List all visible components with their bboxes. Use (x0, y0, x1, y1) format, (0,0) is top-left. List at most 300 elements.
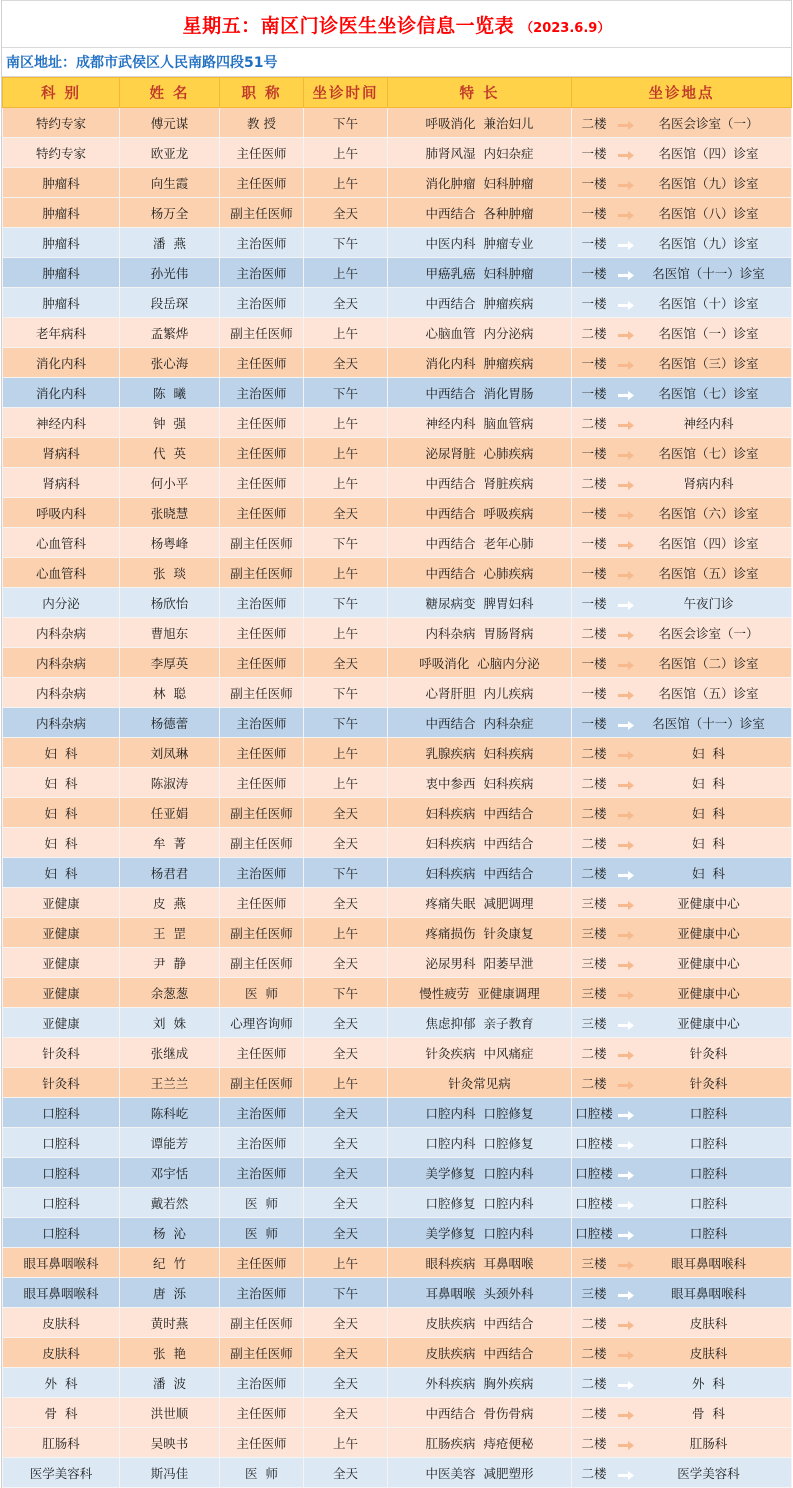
doctor-title-cell: 主治医师 (220, 858, 304, 888)
floor-label: 一楼 (581, 535, 607, 551)
table-row (3, 1398, 792, 1428)
doctor-title-cell: 主治医师 (220, 1098, 304, 1128)
arrow-right-icon (618, 268, 634, 277)
doctor-title-cell: 主治医师 (220, 288, 304, 318)
doctor-name-cell: 斯冯佳 (120, 1458, 220, 1488)
doctor-name-cell: 纪 竹 (120, 1248, 220, 1278)
table-row (3, 348, 792, 378)
clinic-time-cell: 上午 (304, 138, 388, 168)
department-cell: 针灸科 (3, 1068, 120, 1098)
doctor-name-cell: 李厚英 (120, 648, 220, 678)
location-cell (572, 408, 792, 438)
location-cell (572, 648, 792, 678)
schedule-sheet (1, 0, 792, 1488)
specialty-cell: 甲癌乳癌 妇科肿瘤 (388, 258, 572, 288)
clinic-time-cell: 全天 (304, 1158, 388, 1188)
specialty-cell: 口腔内科 口腔修复 (388, 1128, 572, 1158)
doctor-title-cell: 主任医师 (220, 468, 304, 498)
table-row (3, 168, 792, 198)
specialty-cell: 口腔内科 口腔修复 (388, 1098, 572, 1128)
arrow-right-icon (618, 1468, 634, 1477)
floor-label: 二楼 (581, 1435, 607, 1451)
clinic-time-cell: 下午 (304, 708, 388, 738)
clinic-time-cell: 上午 (304, 1068, 388, 1098)
doctor-title-cell: 主任医师 (220, 498, 304, 528)
location-cell (572, 288, 792, 318)
doctor-title-cell: 医 师 (220, 1458, 304, 1488)
doctor-title-cell: 副主任医师 (220, 678, 304, 708)
room-label: 名医馆（五）诊室 (658, 685, 759, 701)
doctor-name-cell: 唐 泺 (120, 1278, 220, 1308)
doctor-name-cell: 余葱葱 (120, 978, 220, 1008)
room-label: 名医会诊室（一） (658, 115, 759, 131)
department-cell: 肿瘤科 (3, 198, 120, 228)
location-cell (572, 1278, 792, 1308)
clinic-time-cell: 全天 (304, 1218, 388, 1248)
table-row (3, 198, 792, 228)
location-cell (572, 1248, 792, 1278)
floor-label: 二楼 (581, 475, 607, 491)
table-row (3, 468, 792, 498)
room-label: 名医馆（十一）诊室 (652, 265, 765, 281)
doctor-name-cell: 孙光伟 (120, 258, 220, 288)
table-row (3, 948, 792, 978)
floor-label: 一楼 (581, 565, 607, 581)
doctor-title-cell: 副主任医师 (220, 1068, 304, 1098)
arrow-right-icon (618, 1198, 634, 1207)
doctor-title-cell: 教 授 (220, 108, 304, 138)
specialty-cell: 呼吸消化 心脑内分泌 (388, 648, 572, 678)
doctor-name-cell: 谭能芳 (120, 1128, 220, 1158)
clinic-time-cell: 全天 (304, 1338, 388, 1368)
department-cell: 亚健康 (3, 978, 120, 1008)
floor-label: 一楼 (581, 595, 607, 611)
arrow-right-icon (618, 478, 634, 487)
room-label: 名医馆（十一）诊室 (652, 715, 765, 731)
floor-label: 二楼 (581, 835, 607, 851)
table-row (3, 1068, 792, 1098)
department-cell: 亚健康 (3, 948, 120, 978)
table-row (3, 1428, 792, 1458)
table-row (3, 108, 792, 138)
doctor-title-cell: 主任医师 (220, 1248, 304, 1278)
doctor-title-cell: 副主任医师 (220, 918, 304, 948)
floor-label: 二楼 (581, 1045, 607, 1061)
floor-label: 三楼 (581, 925, 607, 941)
location-cell (572, 1368, 792, 1398)
doctor-name-cell: 代 英 (120, 438, 220, 468)
department-cell: 肛肠科 (3, 1428, 120, 1458)
header-location: 坐诊地点 (572, 78, 792, 108)
department-cell: 口腔科 (3, 1158, 120, 1188)
floor-label: 一楼 (581, 235, 607, 251)
doctor-title-cell: 副主任医师 (220, 528, 304, 558)
table-row (3, 1278, 792, 1308)
department-cell: 呼吸内科 (3, 498, 120, 528)
clinic-time-cell: 下午 (304, 528, 388, 558)
room-label: 亚健康中心 (677, 895, 740, 911)
arrow-right-icon (618, 1408, 634, 1417)
doctor-title-cell: 主任医师 (220, 738, 304, 768)
doctor-name-cell: 刘 姝 (120, 1008, 220, 1038)
arrow-right-icon (618, 508, 634, 517)
specialty-cell: 中西结合 肿瘤疾病 (388, 288, 572, 318)
clinic-time-cell: 上午 (304, 618, 388, 648)
doctor-name-cell: 尹 静 (120, 948, 220, 978)
room-label: 口腔科 (689, 1165, 728, 1181)
department-cell: 妇 科 (3, 858, 120, 888)
specialty-cell: 眼科疾病 耳鼻咽喉 (388, 1248, 572, 1278)
specialty-cell: 内科杂病 胃肠肾病 (388, 618, 572, 648)
doctor-name-cell: 任亚娟 (120, 798, 220, 828)
department-cell: 眼耳鼻咽喉科 (3, 1248, 120, 1278)
specialty-cell: 泌尿男科 阳萎早泄 (388, 948, 572, 978)
location-cell (572, 708, 792, 738)
clinic-time-cell: 全天 (304, 198, 388, 228)
doctor-name-cell: 傅元谋 (120, 108, 220, 138)
department-cell: 妇 科 (3, 768, 120, 798)
clinic-time-cell: 全天 (304, 1098, 388, 1128)
location-cell (572, 1428, 792, 1458)
floor-label: 二楼 (581, 865, 607, 881)
specialty-cell: 中西结合 各种肿瘤 (388, 198, 572, 228)
specialty-cell: 心脑血管 内分泌病 (388, 318, 572, 348)
doctor-name-cell: 向生霞 (120, 168, 220, 198)
floor-label: 一楼 (581, 385, 607, 401)
room-label: 眼耳鼻咽喉科 (670, 1255, 746, 1271)
arrow-right-icon (618, 808, 634, 817)
arrow-right-icon (618, 448, 634, 457)
clinic-time-cell: 全天 (304, 1038, 388, 1068)
specialty-cell: 妇科疾病 中西结合 (388, 798, 572, 828)
arrow-right-icon (618, 1138, 634, 1147)
address-bar (2, 48, 791, 77)
doctor-name-cell: 欧亚龙 (120, 138, 220, 168)
table-row (3, 378, 792, 408)
clinic-time-cell: 全天 (304, 1188, 388, 1218)
department-cell: 心血管科 (3, 558, 120, 588)
location-cell (572, 258, 792, 288)
clinic-time-cell: 上午 (304, 258, 388, 288)
doctor-name-cell: 张心海 (120, 348, 220, 378)
table-row (3, 228, 792, 258)
specialty-cell: 呼吸消化 兼治妇儿 (388, 108, 572, 138)
department-cell: 妇 科 (3, 828, 120, 858)
department-cell: 消化内科 (3, 348, 120, 378)
arrow-right-icon (618, 1378, 634, 1387)
arrow-right-icon (618, 598, 634, 607)
location-cell (572, 588, 792, 618)
room-label: 名医馆（十）诊室 (658, 295, 759, 311)
location-cell (572, 1098, 792, 1128)
arrow-right-icon (618, 148, 634, 157)
clinic-time-cell: 下午 (304, 978, 388, 1008)
clinic-time-cell: 全天 (304, 1458, 388, 1488)
floor-label: 一楼 (581, 145, 607, 161)
floor-label: 二楼 (581, 325, 607, 341)
table-header-row (3, 78, 792, 108)
header-time: 坐诊时间 (304, 78, 388, 108)
table-row (3, 408, 792, 438)
department-cell: 肿瘤科 (3, 168, 120, 198)
arrow-right-icon (618, 1438, 634, 1447)
department-cell: 消化内科 (3, 378, 120, 408)
arrow-right-icon (618, 898, 634, 907)
location-cell (572, 558, 792, 588)
floor-label: 一楼 (581, 355, 607, 371)
doctor-title-cell: 主治医师 (220, 708, 304, 738)
room-label: 口腔科 (689, 1195, 728, 1211)
doctor-title-cell: 主任医师 (220, 1038, 304, 1068)
department-cell: 针灸科 (3, 1038, 120, 1068)
arrow-right-icon (618, 928, 634, 937)
floor-label: 口腔楼 (575, 1225, 613, 1241)
doctor-title-cell: 主治医师 (220, 1278, 304, 1308)
arrow-right-icon (618, 1168, 634, 1177)
doctor-title-cell: 副主任医师 (220, 198, 304, 228)
table-row (3, 318, 792, 348)
arrow-right-icon (618, 1078, 634, 1087)
specialty-cell: 乳腺疾病 妇科疾病 (388, 738, 572, 768)
doctor-title-cell: 副主任医师 (220, 798, 304, 828)
floor-label: 口腔楼 (575, 1195, 613, 1211)
floor-label: 一楼 (581, 265, 607, 281)
table-row (3, 768, 792, 798)
location-cell (572, 618, 792, 648)
specialty-cell: 美学修复 口腔内科 (388, 1158, 572, 1188)
department-cell: 口腔科 (3, 1128, 120, 1158)
department-cell: 老年病科 (3, 318, 120, 348)
arrow-right-icon (618, 1018, 634, 1027)
table-row (3, 1158, 792, 1188)
doctor-name-cell: 王兰兰 (120, 1068, 220, 1098)
doctor-title-cell: 主任医师 (220, 648, 304, 678)
room-label: 名医馆（六）诊室 (658, 505, 759, 521)
room-label: 外 科 (692, 1375, 725, 1391)
arrow-right-icon (618, 118, 634, 127)
department-cell: 皮肤科 (3, 1308, 120, 1338)
arrow-right-icon (618, 178, 634, 187)
clinic-time-cell: 上午 (304, 168, 388, 198)
department-cell: 肿瘤科 (3, 288, 120, 318)
clinic-time-cell: 上午 (304, 318, 388, 348)
clinic-time-cell: 上午 (304, 408, 388, 438)
table-row (3, 618, 792, 648)
specialty-cell: 中医美容 减肥塑形 (388, 1458, 572, 1488)
department-cell: 骨 科 (3, 1398, 120, 1428)
location-cell (572, 978, 792, 1008)
clinic-time-cell: 全天 (304, 288, 388, 318)
specialty-cell: 皮肤疾病 中西结合 (388, 1308, 572, 1338)
arrow-right-icon (618, 1048, 634, 1057)
doctor-title-cell: 主任医师 (220, 138, 304, 168)
room-label: 皮肤科 (689, 1315, 728, 1331)
doctor-name-cell: 陈科屹 (120, 1098, 220, 1128)
doctor-title-cell: 医 师 (220, 978, 304, 1008)
floor-label: 二楼 (581, 1405, 607, 1421)
doctor-name-cell: 张 琰 (120, 558, 220, 588)
floor-label: 一楼 (581, 505, 607, 521)
doctor-title-cell: 副主任医师 (220, 828, 304, 858)
room-label: 名医馆（八）诊室 (658, 205, 759, 221)
floor-label: 二楼 (581, 625, 607, 641)
specialty-cell: 中西结合 呼吸疾病 (388, 498, 572, 528)
table-row (3, 678, 792, 708)
room-label: 名医馆（二）诊室 (658, 655, 759, 671)
specialty-cell: 妇科疾病 中西结合 (388, 828, 572, 858)
location-cell (572, 528, 792, 558)
arrow-right-icon (618, 958, 634, 967)
doctor-name-cell: 戴若然 (120, 1188, 220, 1218)
department-cell: 亚健康 (3, 918, 120, 948)
clinic-time-cell: 全天 (304, 498, 388, 528)
header-specialty: 特 长 (388, 78, 572, 108)
table-row (3, 858, 792, 888)
specialty-cell: 神经内科 脑血管病 (388, 408, 572, 438)
department-cell: 特约专家 (3, 108, 120, 138)
clinic-time-cell: 上午 (304, 1428, 388, 1458)
doctor-title-cell: 医 师 (220, 1188, 304, 1218)
doctor-title-cell: 主任医师 (220, 1398, 304, 1428)
room-label: 名医馆（七）诊室 (658, 445, 759, 461)
doctor-title-cell: 主任医师 (220, 888, 304, 918)
room-label: 亚健康中心 (677, 1015, 740, 1031)
page-date: （2023.6.9） (520, 20, 611, 36)
doctor-title-cell: 主治医师 (220, 258, 304, 288)
room-label: 名医会诊室（一） (658, 625, 759, 641)
doctor-title-cell: 主治医师 (220, 378, 304, 408)
room-label: 妇 科 (692, 775, 725, 791)
location-cell (572, 1008, 792, 1038)
table-row (3, 1098, 792, 1128)
arrow-right-icon (618, 418, 634, 427)
location-cell (572, 798, 792, 828)
location-cell (572, 1038, 792, 1068)
location-cell (572, 888, 792, 918)
floor-label: 二楼 (581, 1075, 607, 1091)
location-cell (572, 108, 792, 138)
doctor-title-cell: 心理咨询师 (220, 1008, 304, 1038)
table-row (3, 438, 792, 468)
clinic-time-cell: 全天 (304, 828, 388, 858)
table-row (3, 918, 792, 948)
room-label: 午夜门诊 (683, 595, 734, 611)
table-row (3, 1338, 792, 1368)
floor-label: 口腔楼 (575, 1135, 613, 1151)
room-label: 名医馆（七）诊室 (658, 385, 759, 401)
specialty-cell: 中西结合 消化胃肠 (388, 378, 572, 408)
arrow-right-icon (618, 838, 634, 847)
doctor-name-cell: 邓宇恬 (120, 1158, 220, 1188)
location-cell (572, 1218, 792, 1248)
clinic-time-cell: 全天 (304, 1368, 388, 1398)
floor-label: 二楼 (581, 805, 607, 821)
floor-label: 一楼 (581, 685, 607, 701)
room-label: 妇 科 (692, 835, 725, 851)
table-row (3, 558, 792, 588)
doctor-name-cell: 陈淑涛 (120, 768, 220, 798)
department-cell: 肾病科 (3, 468, 120, 498)
location-cell (572, 1068, 792, 1098)
clinic-time-cell: 上午 (304, 558, 388, 588)
doctor-name-cell: 杨粤峰 (120, 528, 220, 558)
location-cell (572, 1158, 792, 1188)
department-cell: 内科杂病 (3, 678, 120, 708)
location-cell (572, 918, 792, 948)
specialty-cell: 耳鼻咽喉 头颈外科 (388, 1278, 572, 1308)
clinic-time-cell: 上午 (304, 438, 388, 468)
location-cell (572, 948, 792, 978)
arrow-right-icon (618, 658, 634, 667)
department-cell: 心血管科 (3, 528, 120, 558)
specialty-cell: 中西结合 肾脏疾病 (388, 468, 572, 498)
floor-label: 口腔楼 (575, 1165, 613, 1181)
arrow-right-icon (618, 388, 634, 397)
specialty-cell: 皮肤疾病 中西结合 (388, 1338, 572, 1368)
table-body (3, 108, 792, 1488)
department-cell: 肾病科 (3, 438, 120, 468)
floor-label: 二楼 (581, 415, 607, 431)
department-cell: 皮肤科 (3, 1338, 120, 1368)
department-cell: 神经内科 (3, 408, 120, 438)
table-row (3, 1308, 792, 1338)
room-label: 名医馆（九）诊室 (658, 235, 759, 251)
floor-label: 一楼 (581, 715, 607, 731)
room-label: 妇 科 (692, 805, 725, 821)
location-cell (572, 1188, 792, 1218)
doctor-name-cell: 杨万全 (120, 198, 220, 228)
page-title: 星期五：南区门诊医生坐诊信息一览表 (182, 14, 515, 37)
arrow-right-icon (618, 628, 634, 637)
table-row (3, 828, 792, 858)
clinic-time-cell: 下午 (304, 678, 388, 708)
room-label: 名医馆（四）诊室 (658, 145, 759, 161)
table-row (3, 1008, 792, 1038)
floor-label: 二楼 (581, 1375, 607, 1391)
arrow-right-icon (618, 358, 634, 367)
doctor-name-cell: 林 聪 (120, 678, 220, 708)
table-row (3, 528, 792, 558)
doctor-title-cell: 主治医师 (220, 1368, 304, 1398)
doctor-title-cell: 主任医师 (220, 348, 304, 378)
room-label: 医学美容科 (677, 1465, 740, 1481)
floor-label: 三楼 (581, 1015, 607, 1031)
floor-label: 一楼 (581, 175, 607, 191)
doctor-name-cell: 王 罡 (120, 918, 220, 948)
doctor-name-cell: 吴映书 (120, 1428, 220, 1458)
floor-label: 一楼 (581, 295, 607, 311)
room-label: 皮肤科 (689, 1345, 728, 1361)
floor-label: 三楼 (581, 895, 607, 911)
header-title: 职 称 (220, 78, 304, 108)
clinic-time-cell: 全天 (304, 1128, 388, 1158)
department-cell: 口腔科 (3, 1188, 120, 1218)
location-cell (572, 1338, 792, 1368)
arrow-right-icon (618, 1228, 634, 1237)
clinic-time-cell: 下午 (304, 108, 388, 138)
arrow-right-icon (618, 1258, 634, 1267)
arrow-right-icon (618, 1108, 634, 1117)
room-label: 亚健康中心 (677, 985, 740, 1001)
clinic-time-cell: 上午 (304, 468, 388, 498)
table-row (3, 1368, 792, 1398)
arrow-right-icon (618, 298, 634, 307)
floor-label: 二楼 (581, 1465, 607, 1481)
table-row (3, 1458, 792, 1488)
floor-label: 三楼 (581, 1285, 607, 1301)
doctor-title-cell: 医 师 (220, 1218, 304, 1248)
doctor-title-cell: 主治医师 (220, 228, 304, 258)
